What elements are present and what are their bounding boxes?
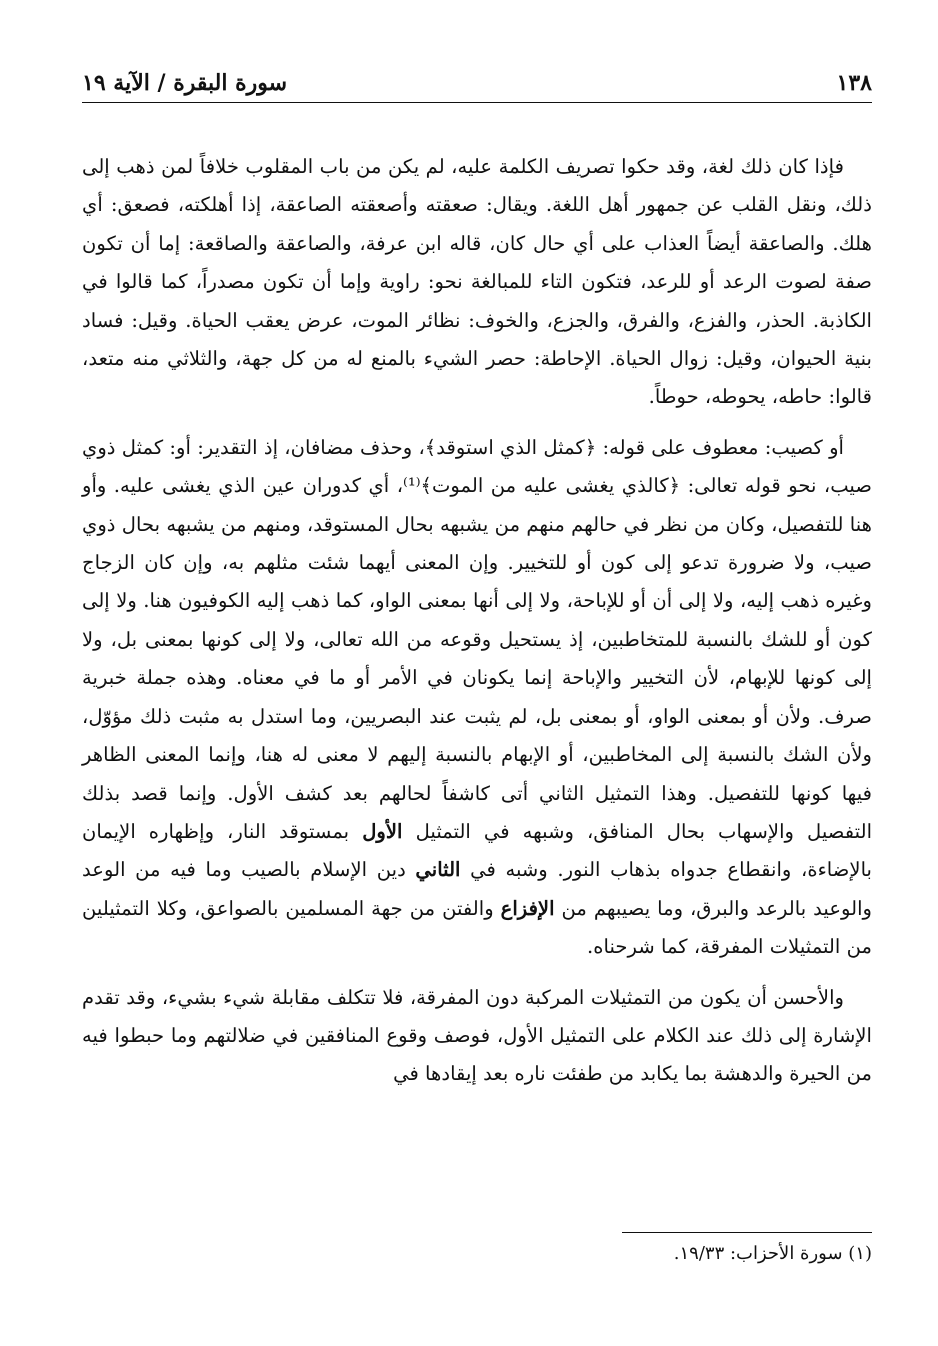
main-text xyxy=(82,148,872,1094)
paragraph-1: فإذا كان ذلك لغة، وقد حكوا تصريف الكلمة عليه، لم يكن من باب المقلوب خلافاً لمن ذهب إلى ذلك، ونقل القلب عن جمهور أهل اللغة. ويقال: صعقته وأصعقته الصاعقة، إذا أهلكته، فصعق: أي هلك. والصاعقة أيضاً العذاب على أي حال كان، قاله ابن عرفة، والصاعقة والصاقعة: إما أن تكون صفة لصوت الرعد أو للرعد، فتكون التاء للمبالغة نحو: راوية وإما أن تكون مصدراً، كما قالوا في الكاذبة. الحذر، والفزع، والفرق، والجزع، والخوف: نظائر الموت، عرض يعقب الحياة. وقيل: فساد بنية الحيوان، وقيل: زوال الحياة. الإحاطة: حصر الشيء بالمنع له من كل جهة، والثلاثي منه متعد، قالوا: حاطه، يحوطه، حوطاً. xyxy=(82,155,872,409)
paragraph-2-text-4: والفتن من جهة المسلمين بالصواعق، وكلا التمثيلين من التمثيلات المفرقة، كما شرحناه. xyxy=(82,896,872,959)
paragraph-2-text: أو كصيب: معطوف على قوله: ﴿كمثل الذي استوقد﴾، وحذف مضافان، إذ التقدير: أو: كمثل ذوي صيب، نحو قوله تعالى: ﴿كالذي يغشى عليه من الموت﴾⁽¹⁾، أي كدوران عين الذي يغشى عليه. وأو هنا للتفصيل، وكان من نظر في حالهم منهم من يشبهه بحال المستوقد، ومنهم من يشبهه بحال ذوي صيب، ولا ضرورة تدعو إلى كون أو للتخيير. وإن المعنى أيهما شئت مثلهم به، وإن كان الزجاج وغيره ذهب إليه، ولا إلى أن أو للإباحة، ولا إلى أنها بمعنى الواو، كما ذهب إليه الكوفيون هنا. ولا إلى كون أو للشك بالنسبة للمتخاطبين، إذ يستحيل وقوعه من الله تعالى، ولا إلى كونها بمعنى بل، ولا إلى كونها للإبهام، لأن التخيير والإباحة إنما يكونان في الأمر أو ما في معناه. وهذه جملة خبرية صرف. ولأن أو بمعنى الواو، أو بمعنى بل، لم يثبت عند البصريين، وما استدل به مثبت ذلك مؤوّل، ولأن الشك بالنسبة إلى المخاطبين، أو الإبهام بالنسبة إليهم لا معنى له هنا، وإنما المعنى الظاهر فيها كونها للتفصيل. وهذا التمثيل الثاني أتى كاشفاً لحالهم بعد كشف الأول. وإنما قصد بذلك التفصيل والإسهاب بحال المنافق، وشبهه في التمثيل xyxy=(82,435,873,843)
paragraph-2 xyxy=(82,429,872,967)
surah-reference: سورة البقرة / الآية ١٩ xyxy=(82,70,288,96)
bold-term-first: الأول xyxy=(362,819,403,843)
page-number: ١٣٨ xyxy=(836,70,872,96)
paragraph-2-text-2: بمستوقد النار، وإظهاره الإيمان بالإضاءة، وانقطاع جدواه بذهاب النور. وشبه في xyxy=(82,819,873,882)
bold-term-second: الثاني xyxy=(415,858,461,882)
bold-term-frightening: الإفزاع xyxy=(500,896,555,920)
footnote-divider xyxy=(622,1232,872,1233)
paragraph-3: والأحسن أن يكون من التمثيلات المركبة دون المفرقة، فلا تتكلف مقابلة شيء بشيء، وقد تقدم الإشارة إلى ذلك عند الكلام على التمثيل الأول، فوصف وقوع المنافقين في ضلالتهم وما حبطوا فيه من الحيرة والدهشة بما يكابد من طفئت ناره بعد إيقادها في xyxy=(82,985,872,1086)
paragraph-2-text-3: دين الإسلام بالصيب وما فيه من الوعد والوعيد بالرعد والبرق، وما يصيبهم من xyxy=(82,858,873,920)
footnote: (١) سورة الأحزاب: ١٩/٣٣. xyxy=(673,1243,872,1264)
running-header xyxy=(82,62,872,103)
